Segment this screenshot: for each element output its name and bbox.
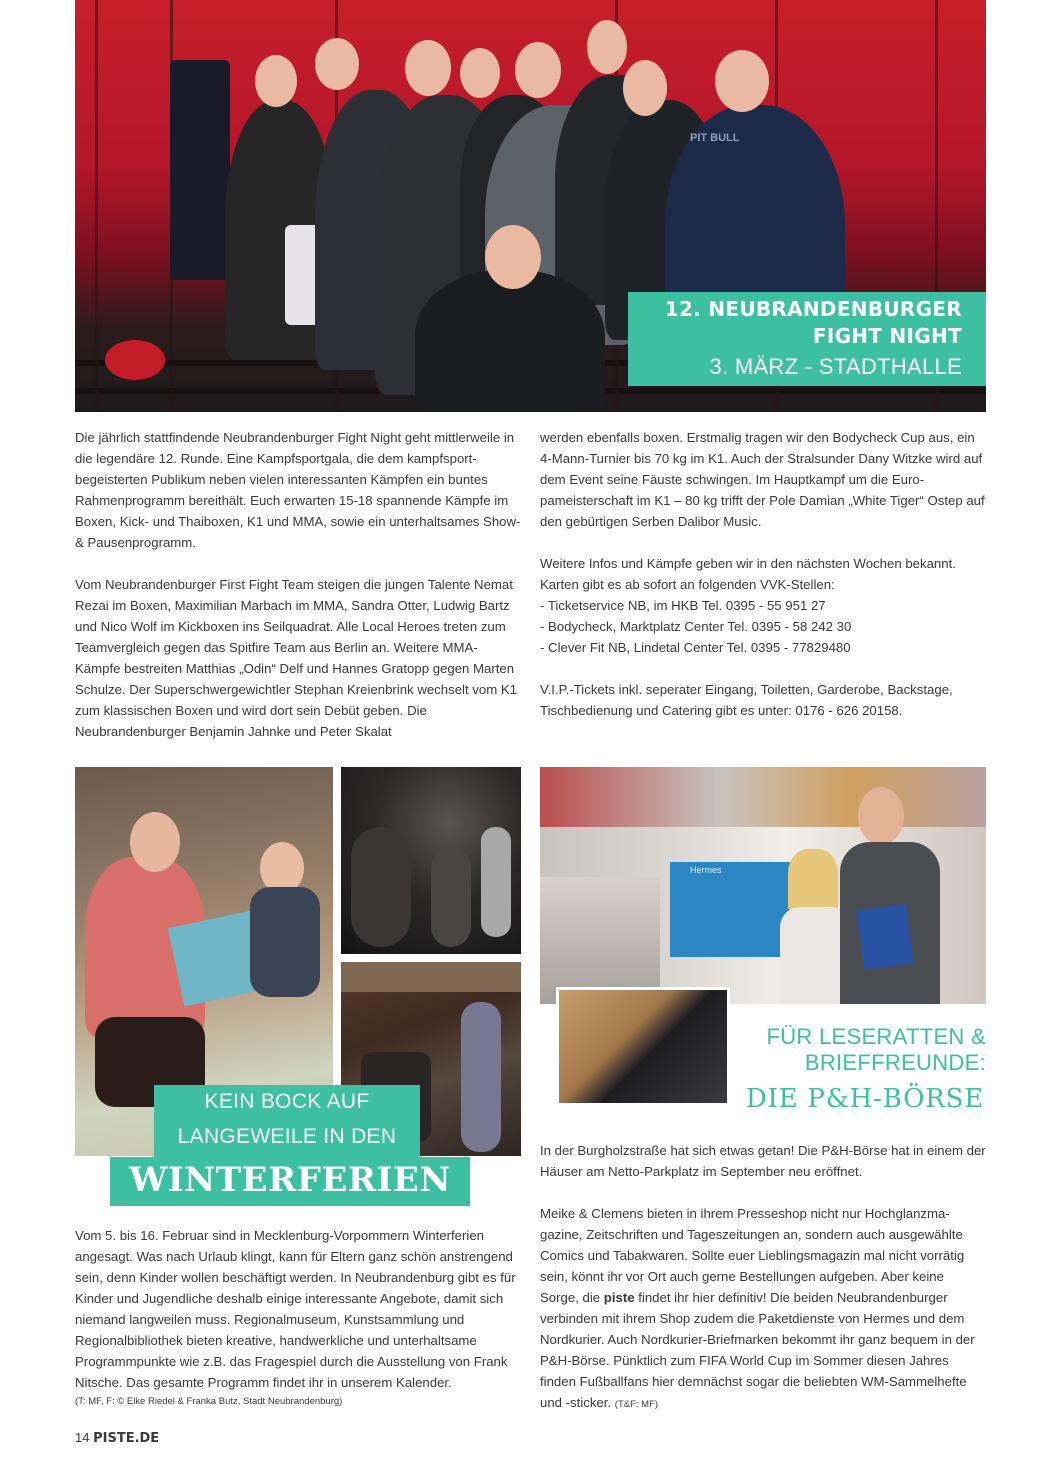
- boerse-text: [540, 1140, 986, 1415]
- magazine-photo: [556, 987, 730, 1106]
- fight-night-title-line1: 12. NEUBRANDENBURGER: [664, 297, 962, 321]
- boerse-paragraph: In der Burgholzstraße hat sich etwas getan! Die P&H-Börse hat in einem der Häuser am Netto-Parkplatz im September neu eröffnet.: [540, 1143, 986, 1179]
- page-footer: [75, 1430, 159, 1446]
- fight-night-paragraph: werden ebenfalls boxen. Erstmalig tragen wir den Bodycheck Cup aus, ein 4-Mann-Turnier bis 70 kg im K1. Auch der Stralsunder Dany Witzke wird auf dem Event seine Fäuste schwingen. Im Hauptkampf um die Europameisterschaft im K1 – 80 kg trifft der Pole Damian „White Tiger“ Ostep auf den gebürtigen Serben Dalibor Music.: [540, 430, 985, 529]
- vvk-intro: Weitere Infos und Kämpfe geben wir in den nächsten Wochen bekannt. Karten gibt es ab sofort an folgenden VVK-Stellen:: [540, 556, 956, 592]
- vvk-item: - Clever Fit NB, Lindetal Center Tel. 0395 - 77829480: [540, 640, 851, 655]
- winterferien-credit: (T: MF, F: © Elke Riedel & Franka Butz, Stadt Neubrandenburg): [75, 1396, 343, 1407]
- page-number: 14: [75, 1430, 90, 1445]
- winterferien-title-big: WINTERFERIEN: [129, 1160, 451, 1200]
- fight-night-paragraph: Die jährlich stattfindende Neubrandenburger Fight Night geht mittlerweile in die legendäre 12. Runde. Eine Kampfsportgala, die dem kampfsportbegeisterten Publikum neben vielen interessanten Kämpfen ein buntes Rahmenprogramm bereithält. Euch erwarten 15-18 spannende Kämpfe im Boxen, Kick- und Thaiboxen, K1 und MMA, sowie ein unterhaltsames Show- & Pausenprogramm.: [75, 430, 521, 550]
- fight-night-paragraph: Vom Neubrandenburger First Fight Team steigen die jungen Talente Nemat Rezai im Boxen, Maximilian Marbach im MMA, Sandra Otter, Ludwig Bartz und Nico Wolf im Kickboxen ins Seilquadrat. Alle Local Heroes treten zum Teamvergleich gegen das Spitfire Team aus Berlin an. Weitere MMA-Kämpfe bestreiten Matthias „Odin“ Delf und Hannes Gratopp gegen Marten Schulze. Der Superschwergewichtler Stephan Kreienbrink wechselt vom K1 zum klassischen Boxen und wird dort sein Debüt geben. Die Neubrandenburger Benjamin Jahnke und Peter Skalat: [75, 577, 517, 739]
- boerse-paragraph: [540, 1203, 986, 1415]
- museum-event-photo: [341, 767, 521, 954]
- vvk-item: - Bodycheck, Marktplatz Center Tel. 0395 - 58 242 30: [540, 619, 852, 634]
- winterferien-title-line1: KEIN BOCK AUF: [204, 1090, 370, 1113]
- vip-tickets-paragraph: V.I.P.-Tickets inkl. seperater Eingang, Toiletten, Garderobe, Backstage, Tischbedienung und Catering gibt es unter: 0176 - 626 20158.: [540, 682, 953, 718]
- fight-night-subtitle: 3. MÄRZ - STADTHALLE: [709, 354, 962, 379]
- fight-night-right-column: [540, 427, 986, 742]
- boerse-credit: (T&F: MF): [614, 1399, 659, 1410]
- boerse-title-big: DIE P&H-BÖRSE: [745, 1084, 984, 1114]
- piste-brand: piste: [603, 1290, 635, 1305]
- boerse-text-part: findet ihr hier definitiv! Die beiden Neubrandenburger verbinden mit ihrem Shop zudem die Paketdienste von Hermes und dem Nordkurier. Auch Nordkurier-Briefmarken bekommt ihr ganz bequem in der P&H-Börse. Pünktlich zum FIFA World Cup im Sommer diesen Jahres finden Fußballfans hier demnächst sogar die beliebten WM-Sammelhefte und -sticker.: [540, 1290, 975, 1410]
- footer-brand: PISTE.DE: [93, 1431, 160, 1446]
- vvk-block: [540, 553, 986, 658]
- boerse-title-line1: FÜR LESERATTEN &: [766, 1024, 986, 1049]
- press-shop-photo: [540, 767, 986, 1004]
- fight-night-title-line2: FIGHT NIGHT: [812, 324, 962, 348]
- fight-night-title: [665, 296, 962, 350]
- winterferien-paragraph: Vom 5. bis 16. Februar sind in Mecklenburg-Vorpommern Winterferien angesagt. Was nach Urlaub klingt, kann für Eltern ganz schön anstrengend sein, denn Kinder wollen beschäftigt werden. In Neubrandenburg gibt es für Kinder und Jugendliche deshalb einige interessante Angebote, damit sich niemand langweilen muss. Regionalmuseum, Kunstsammlung und Regionalbibliothek bieten kreative, handwerkliche und unterhaltsame Programmpunkte wie z.B. das Fragespiel durch die Ausstellung von Frank Nitsche. Das gesamte Programm findet ihr in unserem Kalender.: [75, 1228, 516, 1390]
- shirt-text: PIT BULL: [690, 132, 740, 144]
- shop-sign: Hermes: [690, 865, 722, 875]
- boerse-title-line2: BRIEFFREUNDE:: [804, 1050, 986, 1075]
- fight-night-left-column: [75, 427, 521, 763]
- vvk-item: - Ticketservice NB, im HKB Tel. 0395 - 55 951 27: [540, 598, 826, 613]
- boerse-text-part: Meike & Clemens bieten in ihrem Presseshop nicht nur Hochglanzmagazine, Zeitschriften und Tageszeitungen an, sondern auch ausgewählte Comics und Tabakwaren. Sollte euer Lieblingsmagazin mal nicht vorrätig sein, könnt ihr vor Ort auch gerne Bestellungen aufgeben. Aber keine Sorge, die: [540, 1206, 965, 1305]
- winterferien-title-line2: LANGEWEILE IN DEN: [177, 1125, 397, 1148]
- winterferien-text: [75, 1225, 521, 1411]
